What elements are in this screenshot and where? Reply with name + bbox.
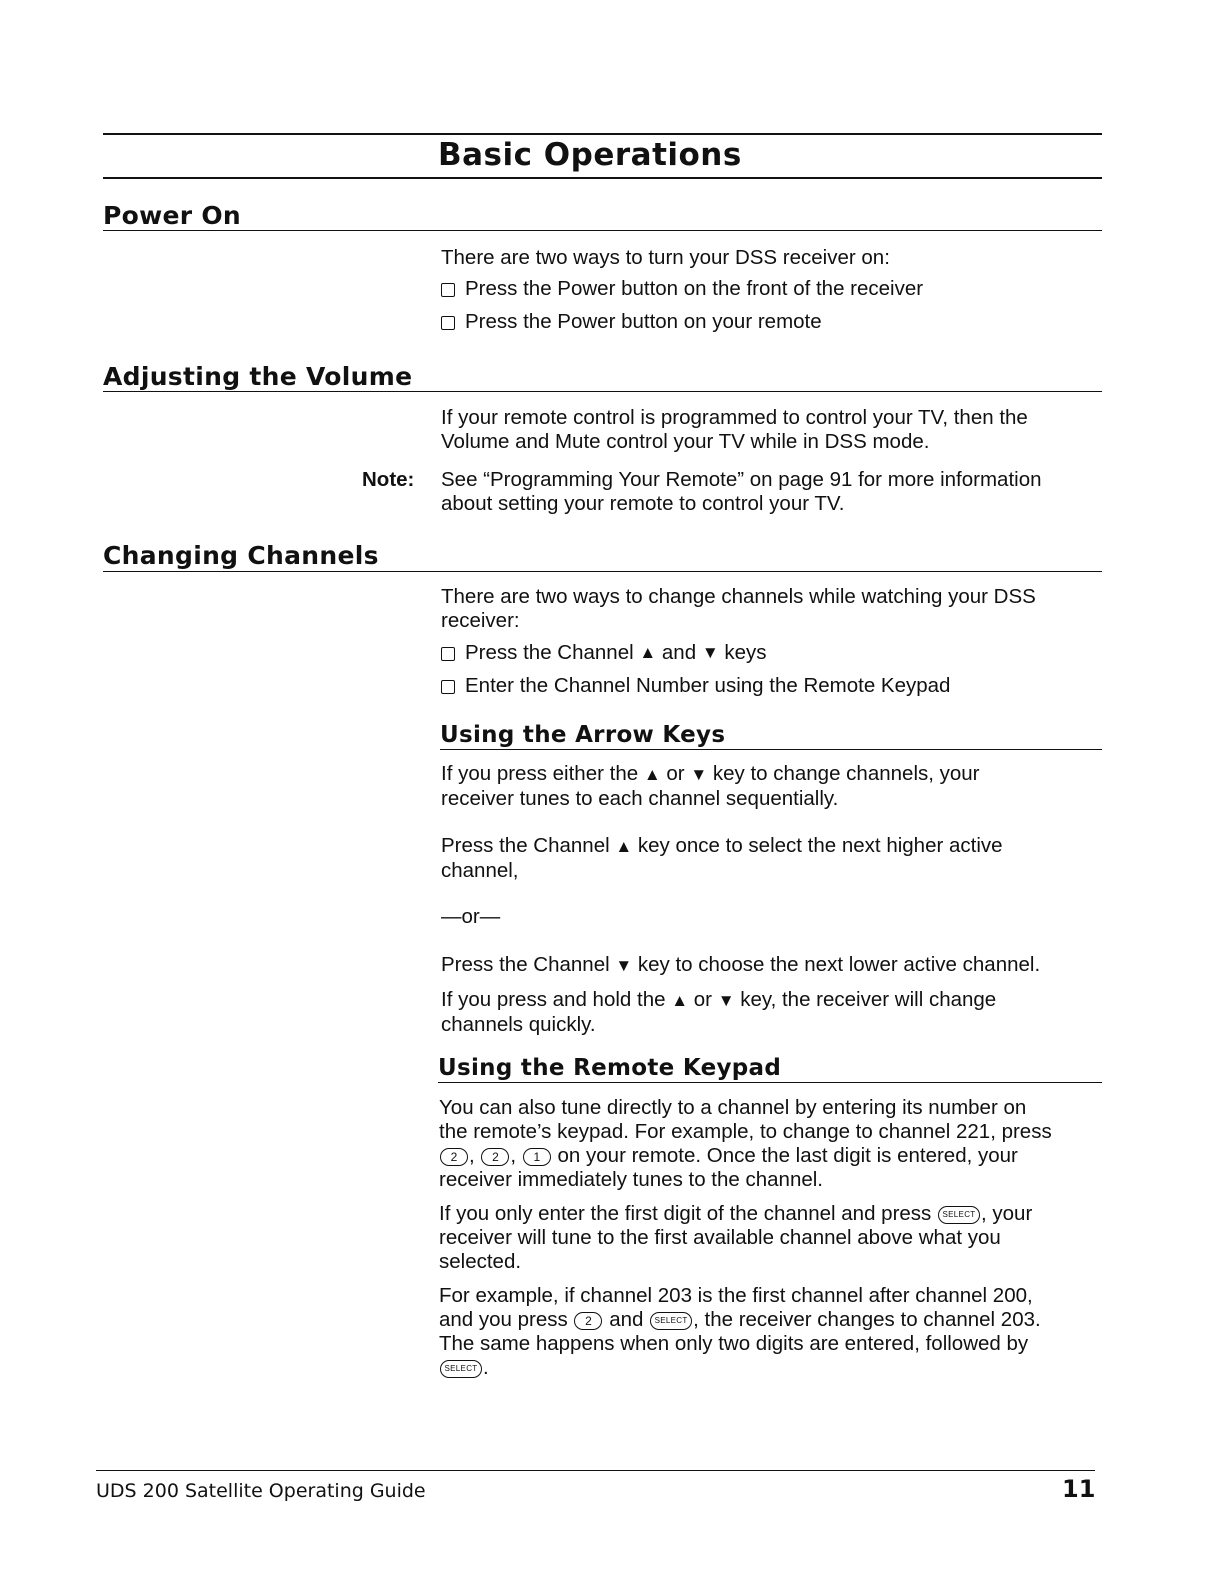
list-item	[441, 674, 1036, 698]
text-line: channel,	[441, 859, 519, 882]
note-label: Note:	[362, 468, 415, 491]
select-key-icon: SELECT	[938, 1206, 980, 1224]
text-line: The same happens when only two digits are entered, followed by	[439, 1332, 1029, 1355]
bullet-text: and	[661, 641, 697, 664]
checkbox-bullet-icon	[441, 647, 455, 661]
text-line: If you press either the ▲ or ▼ key to change channels, your	[441, 762, 980, 785]
up-arrow-icon: ▲	[643, 765, 661, 784]
arrow-keys-body	[441, 762, 1101, 1037]
text-line: If you press and hold the ▲ or ▼ key, the receiver will change	[441, 988, 997, 1011]
up-arrow-icon: ▲	[615, 837, 633, 856]
section-rule	[103, 230, 1102, 231]
list-item	[441, 277, 923, 301]
text-line: Volume and Mute control your TV while in DSS mode.	[441, 430, 930, 453]
bullet-text: keys	[724, 641, 767, 664]
note-text	[441, 468, 1042, 516]
page-number: 11	[1062, 1475, 1096, 1503]
subsection-heading-remote-keypad: Using the Remote Keypad	[438, 1055, 782, 1081]
text-line: You can also tune directly to a channel by entering its number on	[439, 1096, 1027, 1119]
text-line: receiver:	[441, 609, 520, 632]
power-on-body	[441, 246, 923, 334]
text-line: 2 , 2 , 1 on your remote. Once the last digit is entered, your	[439, 1144, 1102, 1168]
list-item	[441, 641, 1036, 665]
text-line: the remote’s keypad. For example, to change to channel 221, press	[439, 1120, 1052, 1143]
text-line: For example, if channel 203 is the first channel after channel 200,	[439, 1284, 1033, 1307]
text-line: SELECT .	[439, 1356, 1102, 1380]
text-line: channels quickly.	[441, 1013, 596, 1036]
select-key-icon: SELECT	[650, 1312, 692, 1330]
or-separator: —or—	[441, 905, 501, 928]
text-line: If you only enter the first digit of the channel and press SELECT , your	[439, 1202, 1033, 1225]
down-arrow-icon: ▼	[615, 956, 633, 975]
bullet-text: Enter the Channel Number using the Remote Keypad	[465, 674, 951, 697]
key-2-icon: 2	[574, 1312, 602, 1330]
checkbox-bullet-icon	[441, 680, 455, 694]
page-title: Basic Operations	[438, 137, 742, 173]
power-on-intro: There are two ways to turn your DSS receiver on:	[441, 246, 890, 269]
text-line: receiver tunes to each channel sequentially.	[441, 787, 839, 810]
select-key-icon: SELECT	[440, 1360, 482, 1378]
section-heading-power-on: Power On	[103, 201, 242, 230]
top-rule	[103, 133, 1102, 135]
bullet-text: Press the Channel	[465, 641, 634, 664]
footer-guide-title: UDS 200 Satellite Operating Guide	[96, 1480, 426, 1502]
channels-body	[441, 585, 1036, 698]
title-rule	[103, 177, 1102, 179]
volume-body	[441, 406, 1028, 454]
text-line: selected.	[439, 1250, 522, 1273]
text-line: If your remote control is programmed to control your TV, then the	[441, 406, 1028, 429]
text-line: Press the Channel ▼ key to choose the next lower active channel.	[441, 953, 1041, 976]
subsection-rule	[440, 749, 1102, 750]
checkbox-bullet-icon	[441, 283, 455, 297]
text-line: Press the Channel ▲ key once to select the next higher active	[441, 834, 1003, 857]
text-line: See “Programming Your Remote” on page 91 for more information	[441, 468, 1042, 491]
up-arrow-icon: ▲	[671, 991, 689, 1010]
bullet-text: Press the Power button on the front of the receiver	[465, 277, 924, 300]
text-line: and you press 2 and SELECT , the receiver changes to channel 203.	[439, 1308, 1041, 1331]
bullet-text: Press the Power button on your remote	[465, 310, 822, 333]
down-arrow-icon: ▼	[701, 643, 719, 662]
section-rule	[103, 571, 1102, 572]
footer-rule	[96, 1470, 1095, 1471]
section-heading-channels: Changing Channels	[103, 541, 379, 570]
text-line: receiver will tune to the first available channel above what you	[439, 1226, 1001, 1249]
list-item	[441, 310, 923, 334]
key-2-icon: 2	[440, 1148, 468, 1166]
up-arrow-icon: ▲	[639, 643, 657, 662]
subsection-rule	[438, 1082, 1102, 1083]
down-arrow-icon: ▼	[717, 991, 735, 1010]
down-arrow-icon: ▼	[690, 765, 708, 784]
key-2-icon: 2	[481, 1148, 509, 1166]
section-heading-volume: Adjusting the Volume	[103, 362, 413, 391]
key-1-icon: 1	[523, 1148, 551, 1166]
keypad-body	[439, 1096, 1102, 1380]
text-line: about setting your remote to control your TV.	[441, 492, 845, 515]
checkbox-bullet-icon	[441, 316, 455, 330]
text-line: receiver immediately tunes to the channel.	[439, 1168, 824, 1191]
subsection-heading-arrow-keys: Using the Arrow Keys	[440, 722, 726, 748]
text-line: There are two ways to change channels while watching your DSS	[441, 585, 1036, 608]
section-rule	[103, 391, 1102, 392]
